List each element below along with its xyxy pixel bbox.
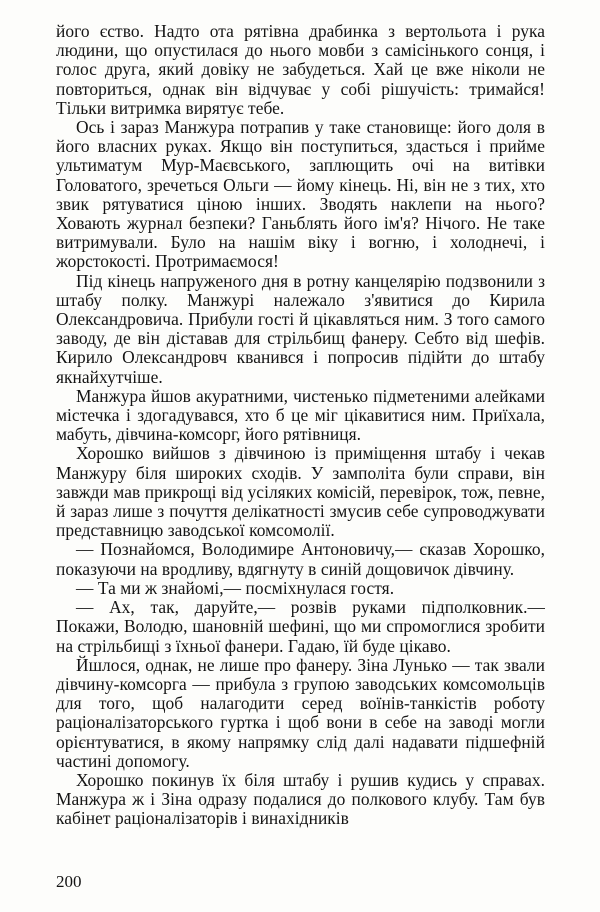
page-text-body: [56, 22, 545, 829]
paragraph-continued: його єство. Надто ота рятівна драбинка з вертольота і рука людини, що опустилася до нього мовби з самісінького сонця, і голос друга, який довіку не забудеться. Хай це вже ніколи не повториться, однак він відчуває у собі рішучість: тримайся! Тільки витримка вирятує тебе.: [56, 21, 545, 118]
page-number: 200: [56, 872, 82, 891]
paragraph: Хорошко покинув їх біля штабу і рушив кудись у справах. Манжура ж і Зіна одразу подалися до полкового клубу. Там був кабінет раціоналізаторів і винахідників: [56, 769, 545, 829]
dialogue-line: — Ах, так, даруйте,— розвів руками підполковник.— Покажи, Володю, шановній шефині, що ми спромоглися зробити на стрільбищі з їхньої фанери. Гадаю, їй буде цікаво.: [56, 597, 545, 656]
paragraph: Хорошко вийшов з дівчиною із приміщення штабу і чекав Манжуру біля широких сходів. У замполіта були справи, він завжди мав прикрощі від усіляких комісій, перевірок, тож, певне, й зараз лише з почуття делікатності змусив себе супроводжувати представницю заводської комсомолії.: [56, 443, 545, 541]
paragraph: Манжура йшов акуратними, чистенько підметеними алейками містечка і здогадувався, хто б це міг цікавитися ним. Приїхала, мабуть, дівчина-комсорг, його рятівниця.: [56, 385, 545, 445]
paragraph: Під кінець напруженого дня в ротну канцелярію подзвонили з штабу полку. Манжурі належало з'явитися до Кирила Олександровича. Прибули гості й цікавляться ним. З того самого заводу, де він діставав для стрільбищ фанеру. Себто від шефів. Кирило Олександровч кванився і попросив підійти до штабу якнайхутчіше.: [56, 270, 545, 387]
dialogue-line: — Та ми ж знайомі,— посміхнулася гостя.: [76, 577, 395, 598]
paragraph: Ось і зараз Манжура потрапив у таке становище: його доля в його власних руках. Якщо він поступиться, здасться і прийме ультиматум Мур-Маєвського, заплющить очі на витівки Головатого, зречеться Ольги — йому кінець. Ні, він не з тих, хто звик рятуватися ціною інших. Зводять наклепи на нього? Ховають журнал безпеки? Ганьблять його ім'я? Нічого. Не таке витримували. Було на нашім віку і вогню, і холоднечі, і жорстокості. Протримаємося!: [56, 117, 545, 272]
paragraph: Йшлося, однак, не лише про фанеру. Зіна Лунько — так звали дівчину-комсорга — прибула з групою заводських комсомольців для того, щоб налагодити серед воїнів-танкістів роботу раціоналізаторського гуртка і щоб вони в себе на заводі могли орієнтуватися, в якому напрямку слід далі надавати підшефній частині допомогу.: [56, 654, 545, 771]
dialogue-line: — Познайомся, Володимире Антоновичу,— сказав Хорошко, показуючи на вродливу, вдягнуту в синій дощовичок дівчину.: [56, 539, 545, 579]
